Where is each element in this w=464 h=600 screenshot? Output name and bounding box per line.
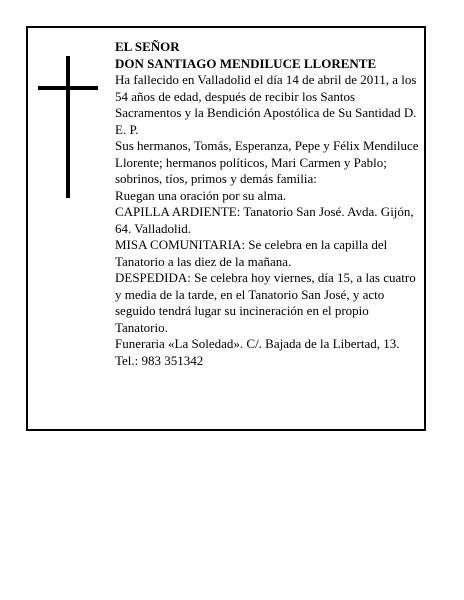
funeral-home-address: Funeraria «La Soledad». C/. Bajada de la Libertad, 13.	[115, 336, 400, 351]
funeral-home-phone: Tel.: 983 351342	[115, 352, 204, 368]
notice-title-line-1: EL SEÑOR	[115, 39, 180, 54]
obituary-notice	[26, 26, 426, 431]
prayer-request: Ruegan una oración por su alma.	[115, 187, 287, 203]
mass-info: MISA COMUNITARIA: Se celebra en la capilla del Tanatorio a las diez de la mañana.	[115, 237, 388, 269]
cross-vertical-bar	[66, 56, 70, 198]
death-announcement: Ha fallecido en Valladolid el día 14 de abril de 2011, a los 54 años de edad, después de recibir los Santos Sacramentos y la Bendición Apostólica de Su Santidad D. E. P.	[115, 72, 417, 137]
cross-horizontal-bar	[38, 86, 98, 90]
family-list: Sus hermanos, Tomás, Esperanza, Pepe y Félix Mendiluce Llorente; hermanos políticos, Mari Carmen y Pablo; sobrinos, tíos, primos y demás familia:	[115, 138, 419, 186]
deceased-name: DON SANTIAGO MENDILUCE LLORENTE	[115, 55, 377, 71]
cross-icon	[38, 56, 98, 198]
notice-text	[115, 39, 420, 369]
farewell-info: DESPEDIDA: Se celebra hoy viernes, día 15, a las cuatro y media de la tarde, en el Tanatorio San José, y acto seguido tendrá lugar su incineración en el propio Tanatorio.	[115, 270, 416, 335]
chapel-info: CAPILLA ARDIENTE: Tanatorio San José. Avda. Gijón, 64. Valladolid.	[115, 204, 414, 236]
